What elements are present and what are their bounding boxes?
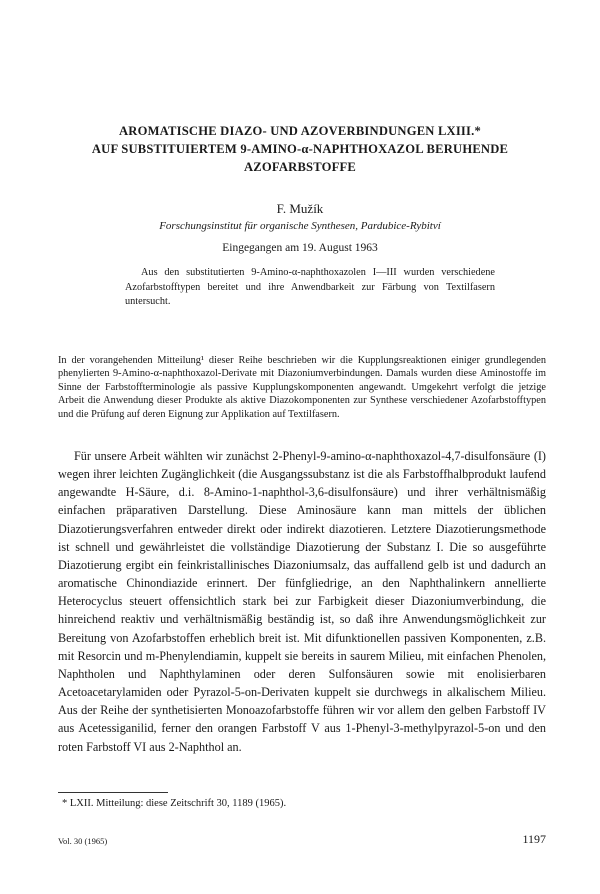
title-line-3: AZOFARBSTOFFE: [244, 160, 356, 174]
footnote: * LXII. Mitteilung: diese Zeitschrift 30, 1189 (1965).: [62, 798, 287, 809]
author-name: F. Mužík: [276, 201, 324, 216]
title-line-1: AROMATISCHE DIAZO- UND AZOVERBINDUNGEN LXIII.*: [119, 124, 481, 138]
article-title: [40, 122, 560, 176]
abstract-text: Aus den substitutierten 9-Amino-α-naphthoxazolen I—III wurden verschiedene Azofarbstofftypen bereitet und ihre Anwendbarkeit zur Färbung von Textilfasern untersucht.: [125, 267, 495, 307]
page-number: 1197: [522, 832, 546, 846]
institute-affiliation: Forschungsinstitut für organische Synthesen, Pardubice-Rybitví: [159, 220, 441, 232]
intro-text: In der vorangehenden Mitteilung¹ dieser Reihe beschrieben wir die Kupplungsreaktionen einiger grundlegenden phenylierten 9-Amino-α-naphthoxazol-Derivate mit Diazoniumverbindungen. Damals wurden diese Aminostoffe im Sinne der Farbstoffterminologie als passive Kupplungskomponenten angewandt. Umgekehrt verfolgt die jetzige Arbeit die Anwendung dieser Produkte als aktive Diazokomponenten zur Synthese verschiedener Azofarbstofftypen und die Prüfung auf deren Eignung zur Applikation auf Textilfasern.: [58, 355, 546, 420]
title-line-2: AUF SUBSTITUIERTEM 9-AMINO-α-NAPHTHOXAZOL BERUHENDE: [91, 142, 509, 156]
introduction-paragraph: [58, 354, 546, 421]
abstract: [125, 266, 495, 310]
body-paragraph: [58, 447, 546, 756]
body-text: Für unsere Arbeit wählten wir zunächst 2-Phenyl-9-amino-α-naphthoxazol-4,7-disulfonsäure (I) wegen ihrer leichten Zugänglichkeit (die Ausgangssubstanz ist die als Farbstoffhalbprodukt laufend angewandte H-Säure, d.i. 8-Amino-1-naphthol-3,6-disulfonsäure) und ihrer verhältnismäßig einfachen präparativen Darstellung. Diese Aminosäure kann man mittels der üblichen Diazotierungsverfahren entweder direkt oder indirekt diazotieren. Letztere Diazotierungsmethode ist schnell und gewährleistet die vollständige Diazotierung der Substanz I. Die so ausgeführte Diazotierung ergibt ein feinkristallinisches Diazoniumsalz, das auffallend gelb ist und dadurch an aromatische Chinondiazide erinnert. Der fünfgliedrige, an den Naphthalinkern annellierte Heterocyclus steuert offensichtlich stark bei zur Farbigkeit dieser Diazoniumverbindung, die hinreichend reaktiv und verhältnismäßig beständig ist, so daß ihre Anwendungsmöglichkeit zur Bereitung von Azofarbstoffen erheblich breit ist. Mit difunktionellen passiven Komponenten, z.B. mit Resorcin und m-Phenylendiamin, kuppelt sie bereits in saurem Milieu, mit einfachen Phenolen, Naphtholen und Naphthylaminen oder deren Sulfonsäuren sowie mit enolisierbaren Acetoacetarylamiden oder Pyrazol-5-on-Derivaten kuppelt sie durchwegs in alkalischem Milieu. Aus der Reihe der synthetisierten Monoazofarbstoffe führen wir vor allem den gelben Farbstoff IV aus Acetessiganilid, ferner den orangen Farbstoff V aus 1-Phenyl-3-methylpyrazol-5-on und den roten Farbstoff VI aus 2-Naphthol an.: [58, 449, 546, 754]
footnote-divider: [58, 792, 168, 793]
journal-volume: Vol. 30 (1965): [58, 836, 108, 846]
received-date: Eingegangen am 19. August 1963: [222, 242, 378, 254]
